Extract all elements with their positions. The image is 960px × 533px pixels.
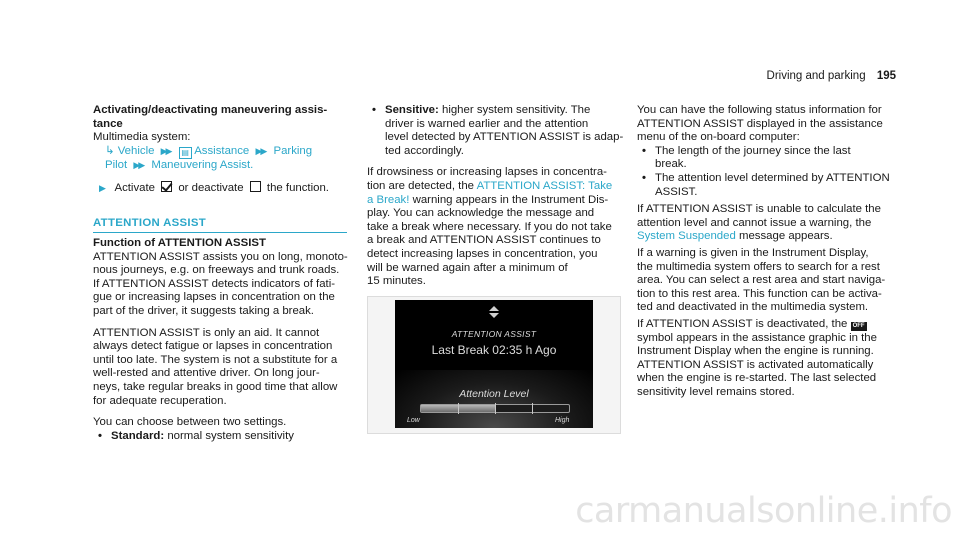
column-1-body — [93, 237, 355, 443]
column-1 — [93, 104, 355, 231]
deactivated-line: symbol appears in the assistance graphic in the — [637, 331, 877, 344]
deactivated-line: ATTENTION ASSIST is activated automatically — [637, 358, 874, 371]
rest-area-line: area. You can select a rest area and start naviga- — [637, 274, 886, 287]
section-title: ATTENTION ASSIST — [93, 216, 207, 229]
status-line: You can have the following status information for — [637, 104, 882, 116]
return-arrow-icon: ↳ — [105, 144, 115, 157]
function-heading: Function of ATTENTION ASSIST — [93, 237, 266, 249]
status-line: ATTENTION ASSIST displayed in the assistance — [637, 117, 883, 130]
status-info-para — [637, 104, 899, 145]
para-2 — [93, 327, 355, 409]
page-header — [767, 70, 896, 84]
status-line: menu of the on-board computer: — [637, 131, 800, 144]
warning-text: tion are detected, the — [367, 179, 475, 192]
para-2-line: ATTENTION ASSIST is only an aid. It cannot — [93, 326, 320, 339]
bullet-line: • The attention level determined by ATTENTION — [655, 171, 890, 184]
suspended-line: If ATTENTION ASSIST is unable to calculate the — [637, 203, 881, 216]
screen-low-label: Low — [407, 417, 420, 424]
warning-text: warning appears in the Instrument Dis- — [412, 193, 609, 206]
para-3: You can choose between two settings. — [93, 416, 287, 429]
multimedia-label: Multimedia system: — [93, 131, 191, 144]
attention-assist-off-icon: OFF — [852, 322, 865, 329]
screen-last-break: Last Break 02:35 h Ago — [431, 343, 557, 357]
menu-path — [93, 145, 355, 159]
deactivated-text: If ATTENTION ASSIST is deactivated, the — [637, 317, 848, 330]
double-chevron-icon: ▶▶ — [160, 145, 171, 156]
deactivated-line: when the engine is re-started. The last selected — [637, 372, 877, 385]
bullet-standard — [98, 430, 355, 444]
standard-label: Standard: — [111, 429, 165, 442]
warning-line — [367, 194, 629, 208]
heading-line-1: Activating/deactivating maneuvering assis- — [93, 104, 328, 116]
message-take-a-break: ATTENTION ASSIST: Take — [476, 179, 613, 192]
scroll-down-icon — [489, 313, 499, 318]
activate-text: Activate — [114, 182, 155, 195]
warning-line: play. You can acknowledge the message and — [367, 207, 595, 220]
para-2-line: until too late. The system is not a substitute for a — [93, 353, 338, 366]
sensitive-line: driver is warned earlier and the attention — [385, 117, 589, 130]
heading-line-2: tance — [93, 117, 123, 130]
activate-instruction — [93, 181, 355, 196]
instrument-display-screen — [395, 300, 593, 428]
rest-area-line: tion to this rest area. This function can be activa- — [637, 287, 882, 300]
path-parking[interactable]: Parking — [273, 144, 313, 157]
para-2-line: for adequate recuperation. — [93, 394, 227, 407]
sensitive-line: higher system sensitivity. The — [441, 104, 591, 116]
the-function-text: the function. — [266, 182, 329, 195]
rest-area-line: the multimedia system offers to search for a rest — [637, 260, 880, 273]
bar-tick — [495, 403, 496, 414]
para-2-line: neys, take regular breaks in good time that allow — [93, 380, 338, 393]
double-chevron-icon: ▶▶ — [255, 145, 266, 156]
rest-area-line: ted and deactivated in the multimedia system. — [637, 301, 869, 314]
section-rule — [93, 232, 347, 233]
double-chevron-icon: ▶▶ — [133, 159, 144, 170]
column-3 — [637, 104, 899, 399]
deactivated-para — [637, 318, 899, 400]
para-warning — [367, 166, 629, 288]
section-name: Driving and parking — [766, 70, 866, 82]
attention-level-bar — [420, 404, 570, 413]
checkbox-empty-icon — [250, 181, 261, 192]
warning-line — [367, 180, 629, 194]
warning-line: detect increasing lapses in concentration, you — [367, 247, 598, 260]
heading-maneuvering — [93, 104, 355, 131]
warning-line: will be warned again after a minimum of — [367, 261, 568, 274]
message-system-suspended: System Suspended — [637, 230, 736, 243]
screen-title: ATTENTION ASSIST — [451, 329, 537, 339]
deactivated-line: sensitivity level remains stored. — [637, 385, 795, 398]
sensitive-line: level detected by ATTENTION ASSIST is adap- — [385, 131, 624, 144]
bullet-attention-level — [642, 172, 899, 199]
bullet-line: • The length of the journey since the last — [655, 144, 851, 157]
scroll-up-icon — [489, 306, 499, 311]
bar-tick — [458, 403, 459, 414]
para-1 — [93, 251, 355, 319]
sensitive-line: ted accordingly. — [385, 144, 464, 157]
path-pilot[interactable]: Pilot — [105, 158, 128, 171]
or-deactivate-text: or deactivate — [178, 182, 244, 195]
bullet-line: break. — [655, 158, 687, 171]
path-assistance[interactable]: Assistance — [194, 144, 250, 157]
column-2 — [367, 104, 629, 289]
path-vehicle[interactable]: Vehicle — [117, 144, 155, 157]
warning-line: take a break where necessary. If you do not take — [367, 220, 612, 233]
suspended-line: attention level and cannot issue a warning, the — [637, 216, 872, 229]
suspended-line — [637, 230, 899, 244]
rest-area-para — [637, 247, 899, 315]
warning-line: 15 minutes. — [367, 275, 426, 288]
instrument-display-figure — [367, 296, 621, 434]
message-take-a-break-cont: a Break! — [367, 193, 410, 206]
bullet-journey-length — [642, 145, 899, 172]
para-1-line: ATTENTION ASSIST assists you on long, monoto- — [93, 250, 348, 263]
suspended-para — [637, 203, 899, 244]
para-2-line: always detect fatigue or lapses in concentration — [93, 340, 333, 353]
para-1-line: nous journeys, e.g. on freeways and trunk roads. — [93, 264, 340, 277]
screen-attention-level: Attention Level — [459, 388, 529, 400]
deactivated-line — [637, 318, 899, 332]
play-triangle-icon: ▶ — [99, 183, 106, 194]
bullet-sensitive — [372, 104, 629, 158]
para-1-line: gue or increasing lapses in concentration on the — [93, 291, 335, 304]
screen-high-label: High — [555, 417, 570, 424]
rest-area-line: If a warning is given in the Instrument Display, — [637, 246, 869, 259]
page-number: 195 — [876, 70, 896, 82]
deactivated-line: Instrument Display when the engine is running. — [637, 345, 874, 358]
bar-tick — [532, 403, 533, 414]
path-maneuvering[interactable]: Maneuvering Assist. — [151, 158, 254, 171]
warning-line: If drowsiness or increasing lapses in concentra- — [367, 166, 607, 179]
para-2-line: well-rested and attentive driver. On long jour- — [93, 367, 320, 380]
bullet-line: ASSIST. — [655, 185, 698, 198]
para-1-line: part of the driver, it suggests taking a break. — [93, 304, 314, 317]
checkbox-checked-icon — [161, 181, 172, 192]
standard-text: normal system sensitivity — [167, 429, 294, 442]
warning-line: a break and ATTENTION ASSIST continues to — [367, 234, 601, 247]
suspended-text: message appears. — [738, 230, 833, 243]
para-1-line: If ATTENTION ASSIST detects indicators of fati- — [93, 277, 336, 290]
menu-path-cont — [93, 159, 355, 173]
car-sensor-icon: ▤ — [179, 147, 192, 159]
sensitive-label: Sensitive: — [385, 104, 439, 116]
watermark: carmanualsonline.info — [575, 491, 952, 531]
